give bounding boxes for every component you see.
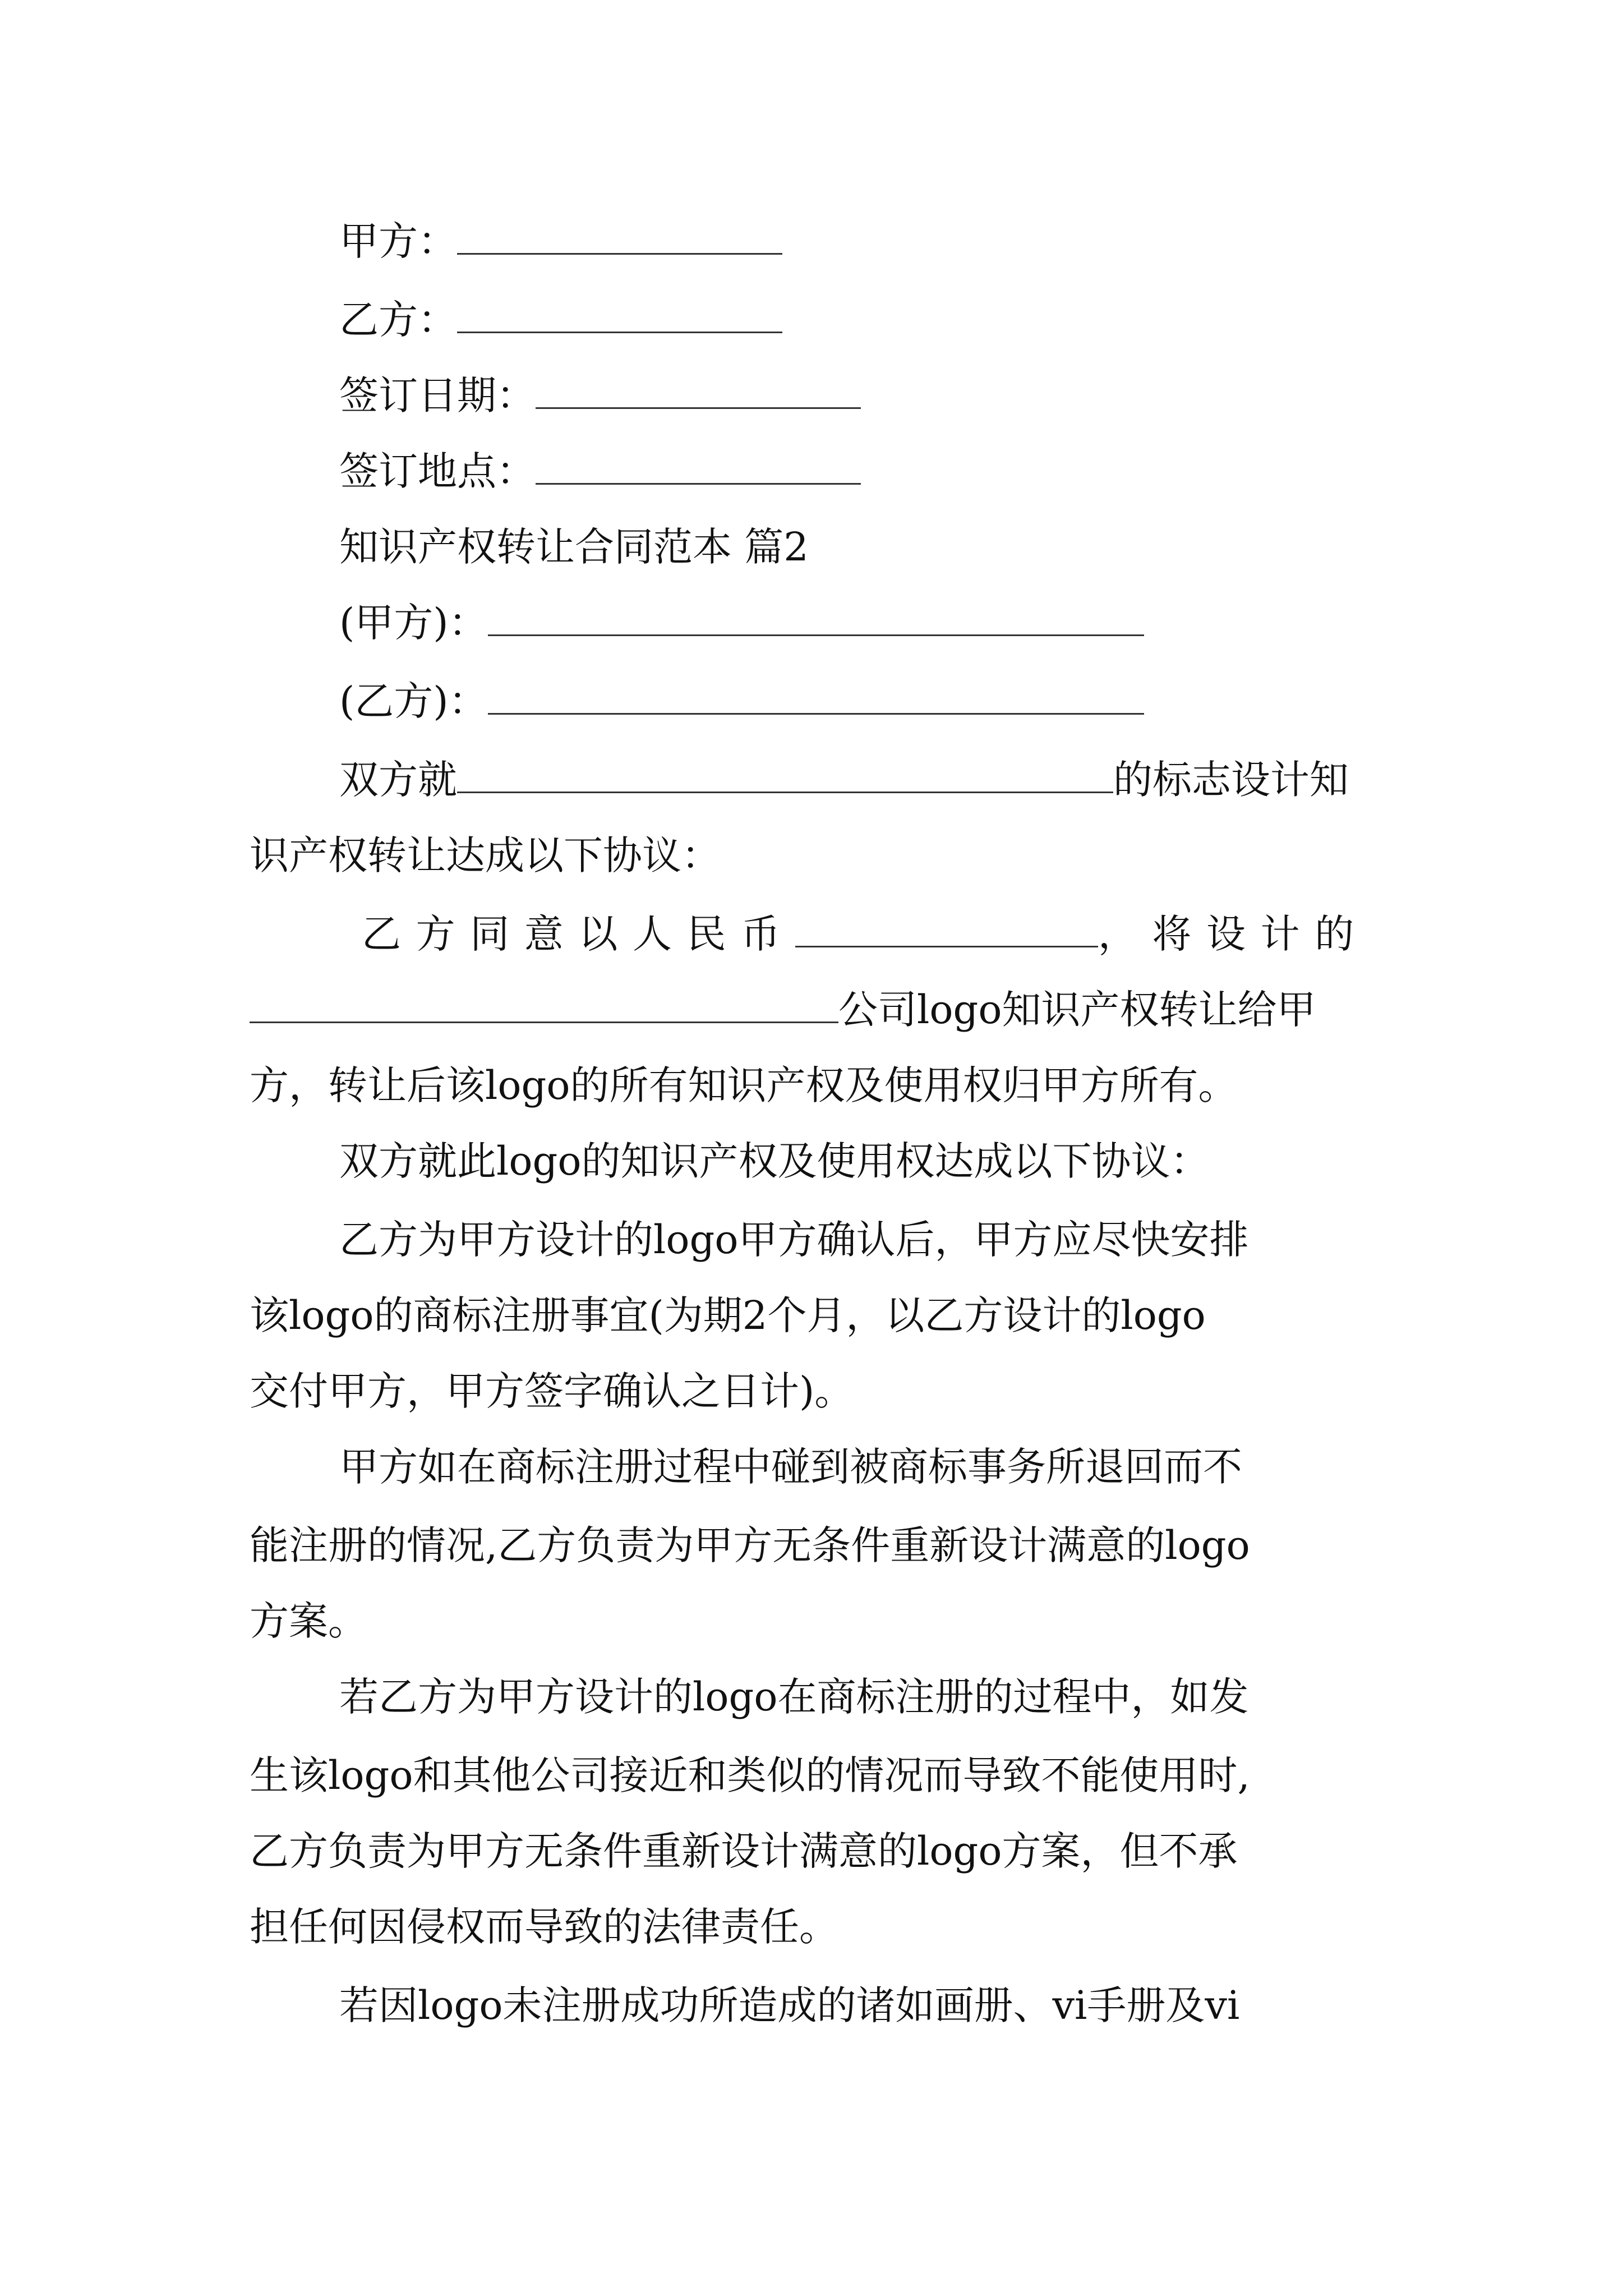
party-b-paren-blank xyxy=(488,682,1144,715)
p1-start: 双方就 xyxy=(339,757,457,803)
party-b-paren-label: (乙方)： xyxy=(339,678,488,724)
paragraph-6-line-2: 生该logo和其他公司接近和类似的情况而导致不能使用时, xyxy=(250,1752,1250,1798)
sign-date-label: 签订日期： xyxy=(339,372,536,418)
party-b-entry xyxy=(339,673,1144,729)
party-a-blank xyxy=(457,222,782,255)
paragraph-7-line-1: 若因logo未注册成功所造成的诸如画册、vi手册及vi xyxy=(339,1982,1240,2028)
section-heading: 知识产权转让合同范本 篇2 xyxy=(339,524,809,570)
sign-place-field xyxy=(339,443,861,499)
sign-date-field xyxy=(339,367,861,424)
party-a-entry xyxy=(339,595,1144,651)
paragraph-4-line-3: 交付甲方，甲方签字确认之日计)。 xyxy=(250,1368,854,1414)
paragraph-1-line-2: 识产权转让达成以下协议： xyxy=(250,832,721,878)
paragraph-5-line-2: 能注册的情况,乙方负责为甲方无条件重新设计满意的logo xyxy=(250,1522,1250,1568)
party-a-label: 甲方： xyxy=(339,218,457,264)
paragraph-6-line-4: 担任何因侵权而导致的法律责任。 xyxy=(250,1904,838,1950)
party-b-blank xyxy=(457,300,782,333)
paragraph-5-line-1: 甲方如在商标注册过程中碰到被商标事务所退回而不 xyxy=(339,1444,1242,1490)
paragraph-4-line-2: 该logo的商标注册事宜(为期2个月，以乙方设计的logo xyxy=(250,1292,1206,1338)
p1-end: 的标志设计知 xyxy=(1113,757,1349,803)
p2-end: ，将设计的 xyxy=(1098,911,1369,957)
p2-amount-blank xyxy=(795,914,1098,947)
party-a-paren-blank xyxy=(488,603,1144,636)
p2-company-blank xyxy=(250,990,838,1023)
party-b-field xyxy=(339,292,782,348)
paragraph-2-line-2 xyxy=(250,982,1316,1038)
sign-place-label: 签订地点： xyxy=(339,448,536,494)
p2-start: 乙方同意以人民币 xyxy=(362,911,795,957)
paragraph-2-line-3: 方，转让后该logo的所有知识产权及使用权归甲方所有。 xyxy=(250,1062,1238,1108)
p2-line2-end: 公司logo知识产权转让给甲 xyxy=(838,987,1316,1033)
paragraph-6-line-3: 乙方负责为甲方无条件重新设计满意的logo方案，但不承 xyxy=(250,1828,1238,1874)
paragraph-1-line-1 xyxy=(339,752,1349,808)
party-b-label: 乙方： xyxy=(339,297,457,343)
sign-date-blank xyxy=(536,376,861,409)
party-a-field xyxy=(339,213,782,269)
paragraph-3: 双方就此logo的知识产权及使用权达成以下协议： xyxy=(339,1138,1210,1184)
sign-place-blank xyxy=(536,452,861,485)
paragraph-2-line-1 xyxy=(362,906,1369,962)
p1-blank xyxy=(457,760,1113,793)
paragraph-6-line-1: 若乙方为甲方设计的logo在商标注册的过程中，如发 xyxy=(339,1674,1249,1720)
party-a-paren-label: (甲方)： xyxy=(339,600,488,646)
paragraph-4-line-1: 乙方为甲方设计的logo甲方确认后，甲方应尽快安排 xyxy=(339,1217,1249,1263)
paragraph-5-line-3: 方案。 xyxy=(250,1598,367,1644)
